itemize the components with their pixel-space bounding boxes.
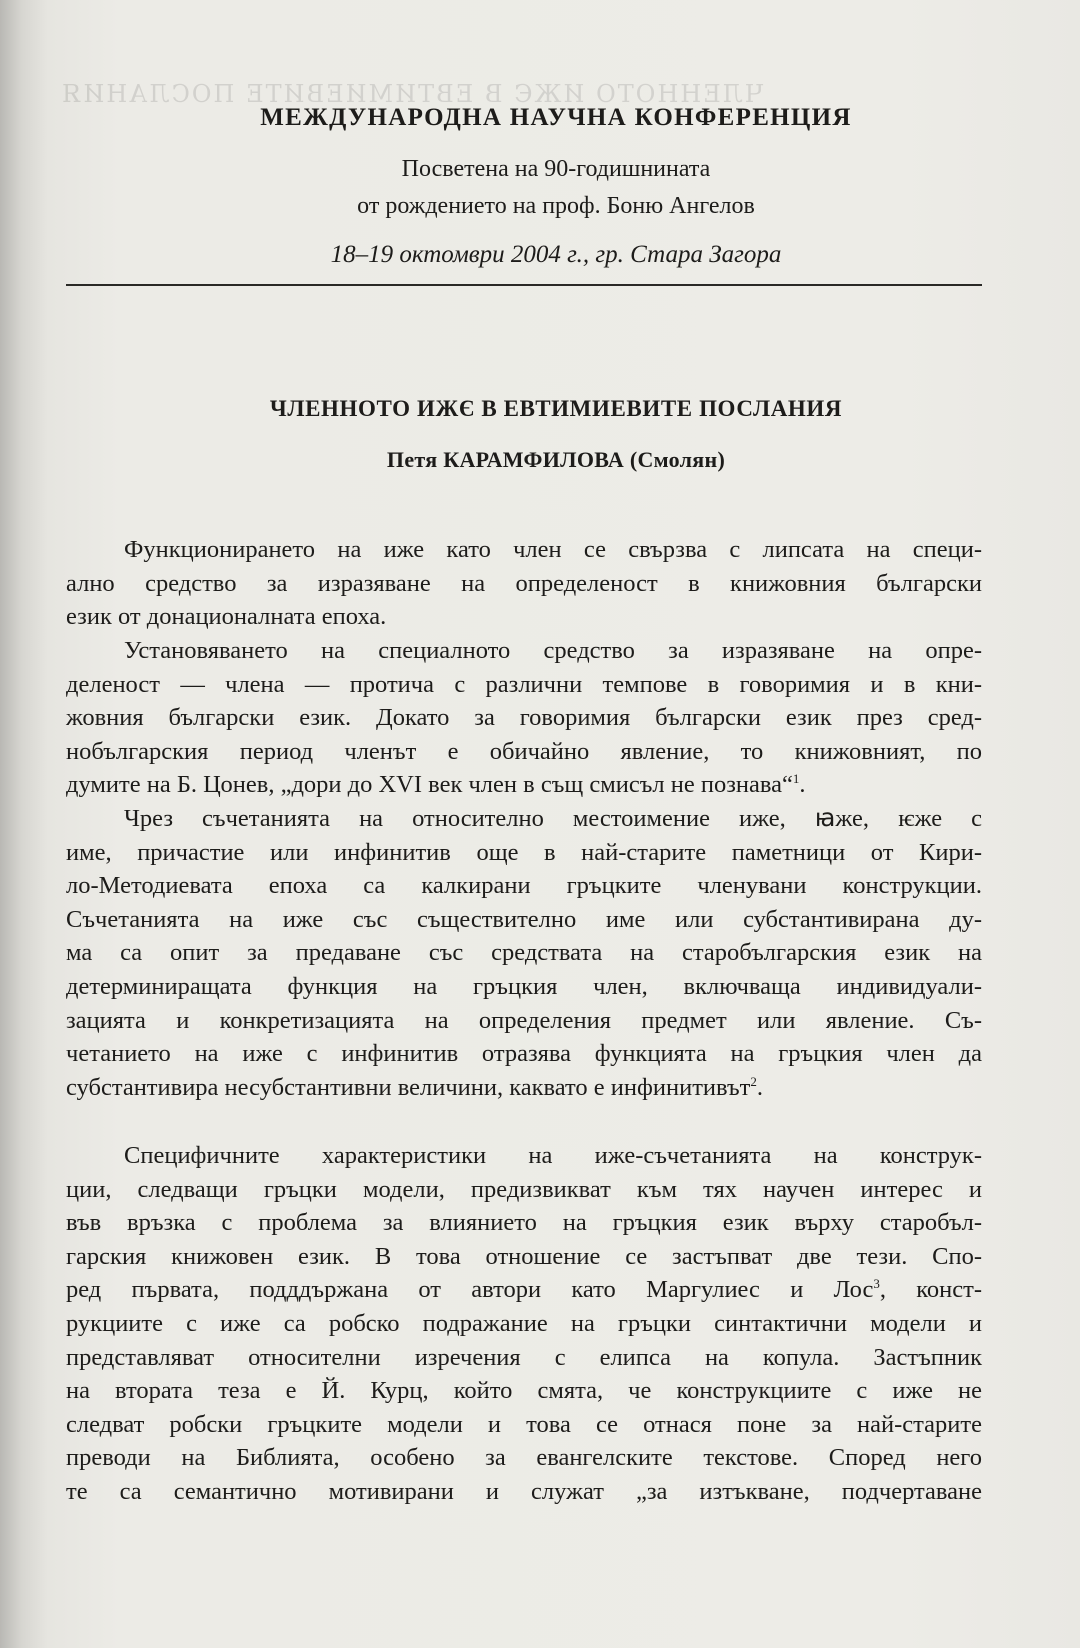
paragraph-line: нобългарския период членът е обичайно явление, то книжовният, по <box>66 737 982 765</box>
paragraph-line: преводи на Библията, особено за евангелските текстове. Според него <box>66 1444 982 1472</box>
paragraph-line: Съчетанията на иже със съществително име или субстантивирана ду- <box>66 905 982 933</box>
paragraph-line: четанието на иже с инфинитив отразява функцията на гръцкия член да <box>66 1040 982 1068</box>
paragraph-line: език от донационалната епоха. <box>66 603 387 631</box>
paragraph-line-with-footnote: субстантивира несубстантивни величини, каквато е инфинитивът$^2$. <box>66 1073 763 1101</box>
paragraph-line: Чрез съчетанията на относително местоимение иже, ꙗже, ѥже с <box>124 805 982 832</box>
paragraph-line-with-footnote: думите на Б. Цонев, „дори до XVI век член в същ смисъл не познава“$^1$. <box>66 771 806 799</box>
paragraph-line: ции, следващи гръцки модели, предизвикват към тях научен интерес и <box>66 1175 982 1203</box>
paragraph-line: във връзка с проблема за влиянието на гръцкия език върху старобъл- <box>66 1209 982 1237</box>
bleed-through-header: ЧЛЕННОТО ИЖЄ В ЕВТИМИЕВИТЕ ПОСЛАНИЯ <box>60 80 764 108</box>
paragraph-line: име, причастие или инфинитив още в най-старите паметници от Кири- <box>66 838 982 866</box>
paragraph-1 <box>66 533 982 634</box>
paragraph-4 <box>66 1139 982 1509</box>
paragraph-line: Специфичните характеристики на иже-съчетанията на конструк- <box>124 1142 982 1169</box>
footnote-ref-2[interactable]: 2 <box>750 1073 757 1089</box>
conference-dedication-line2: от рождението на проф. Боню Ангелов <box>357 193 755 219</box>
header-divider <box>66 284 982 286</box>
paragraph-line: ално средство за изразяване на определеност в книжовния български <box>66 569 982 597</box>
paragraph-line: те са семантично мотивирани и служат „за изтъкване, подчертаване <box>66 1477 982 1505</box>
paragraph-line: ма са опит за предаване със средствата на старобългарския език на <box>66 939 982 967</box>
footnote-ref-3[interactable]: 3 <box>873 1276 880 1292</box>
paragraph-line: представляват относителни изречения с елипса на копула. Застъпник <box>66 1343 982 1371</box>
paragraph-line: Функционирането на иже като член се свързва с липсата на специ- <box>124 536 982 563</box>
paragraph-line-with-footnote <box>66 1273 982 1307</box>
paragraph-line-tail: , конст- <box>879 1276 982 1304</box>
paragraph-line: ло-Методиевата епоха са калкирани гръцките членувани конструкции. <box>66 872 982 900</box>
article-author: Петя КАРАМФИЛОВА (Смолян) <box>386 447 726 472</box>
paragraph-3 <box>66 802 982 1104</box>
paragraph-line-text: думите на Б. Цонев, „дори до XVI век член в същ смисъл не познава“ <box>66 771 793 799</box>
paragraph-line: на втората теза е Й. Курц, който смята, че конструкциите с иже не <box>66 1377 982 1405</box>
article-title: ЧЛЕННОТО ИЖЄ В ЕВТИМИЕВИТЕ ПОСЛАНИЯ <box>269 396 843 421</box>
conference-dedication-line1: Посветена на 90-годишнината <box>401 156 711 182</box>
paragraph-line: Установяването на специалното средство за изразяване на опре- <box>124 637 982 664</box>
paragraph-line: жовния български език. Докато за говоримия български език през сред- <box>66 704 982 732</box>
paragraph-2 <box>66 634 982 802</box>
paragraph-line: зацията и конкретизацията на определения предмет или явление. Съ- <box>66 1006 982 1034</box>
paragraph-line: деленост — члена — протича с различни темпове в говоримия и в кни- <box>66 670 982 698</box>
paragraph-line: гарския книжовен език. В това отношение се застъпват две тези. Спо- <box>66 1242 982 1270</box>
paragraph-line: следват робски гръцките модели и това се отнася поне за най-старите <box>66 1410 982 1438</box>
paragraph-line-text: ред първата, подддържана от автори като Маргулиес и Лос <box>66 1276 874 1304</box>
paragraph-line: детерминиращата функция на гръцкия член, включваща индивидуали- <box>66 972 982 1000</box>
paragraph-line-text: субстантивира несубстантивни величини, каквато е инфинитивът <box>66 1073 751 1101</box>
paragraph-line: рукциите с иже са робско подражание на гръцки синтактични модели и <box>66 1309 982 1337</box>
footnote-ref-1[interactable]: 1 <box>792 771 800 787</box>
conference-title: МЕЖДУНАРОДНА НАУЧНА КОНФЕРЕНЦИЯ <box>260 104 852 131</box>
conference-date-place: 18–19 октомври 2004 г., гр. Стара Загора <box>330 241 782 268</box>
